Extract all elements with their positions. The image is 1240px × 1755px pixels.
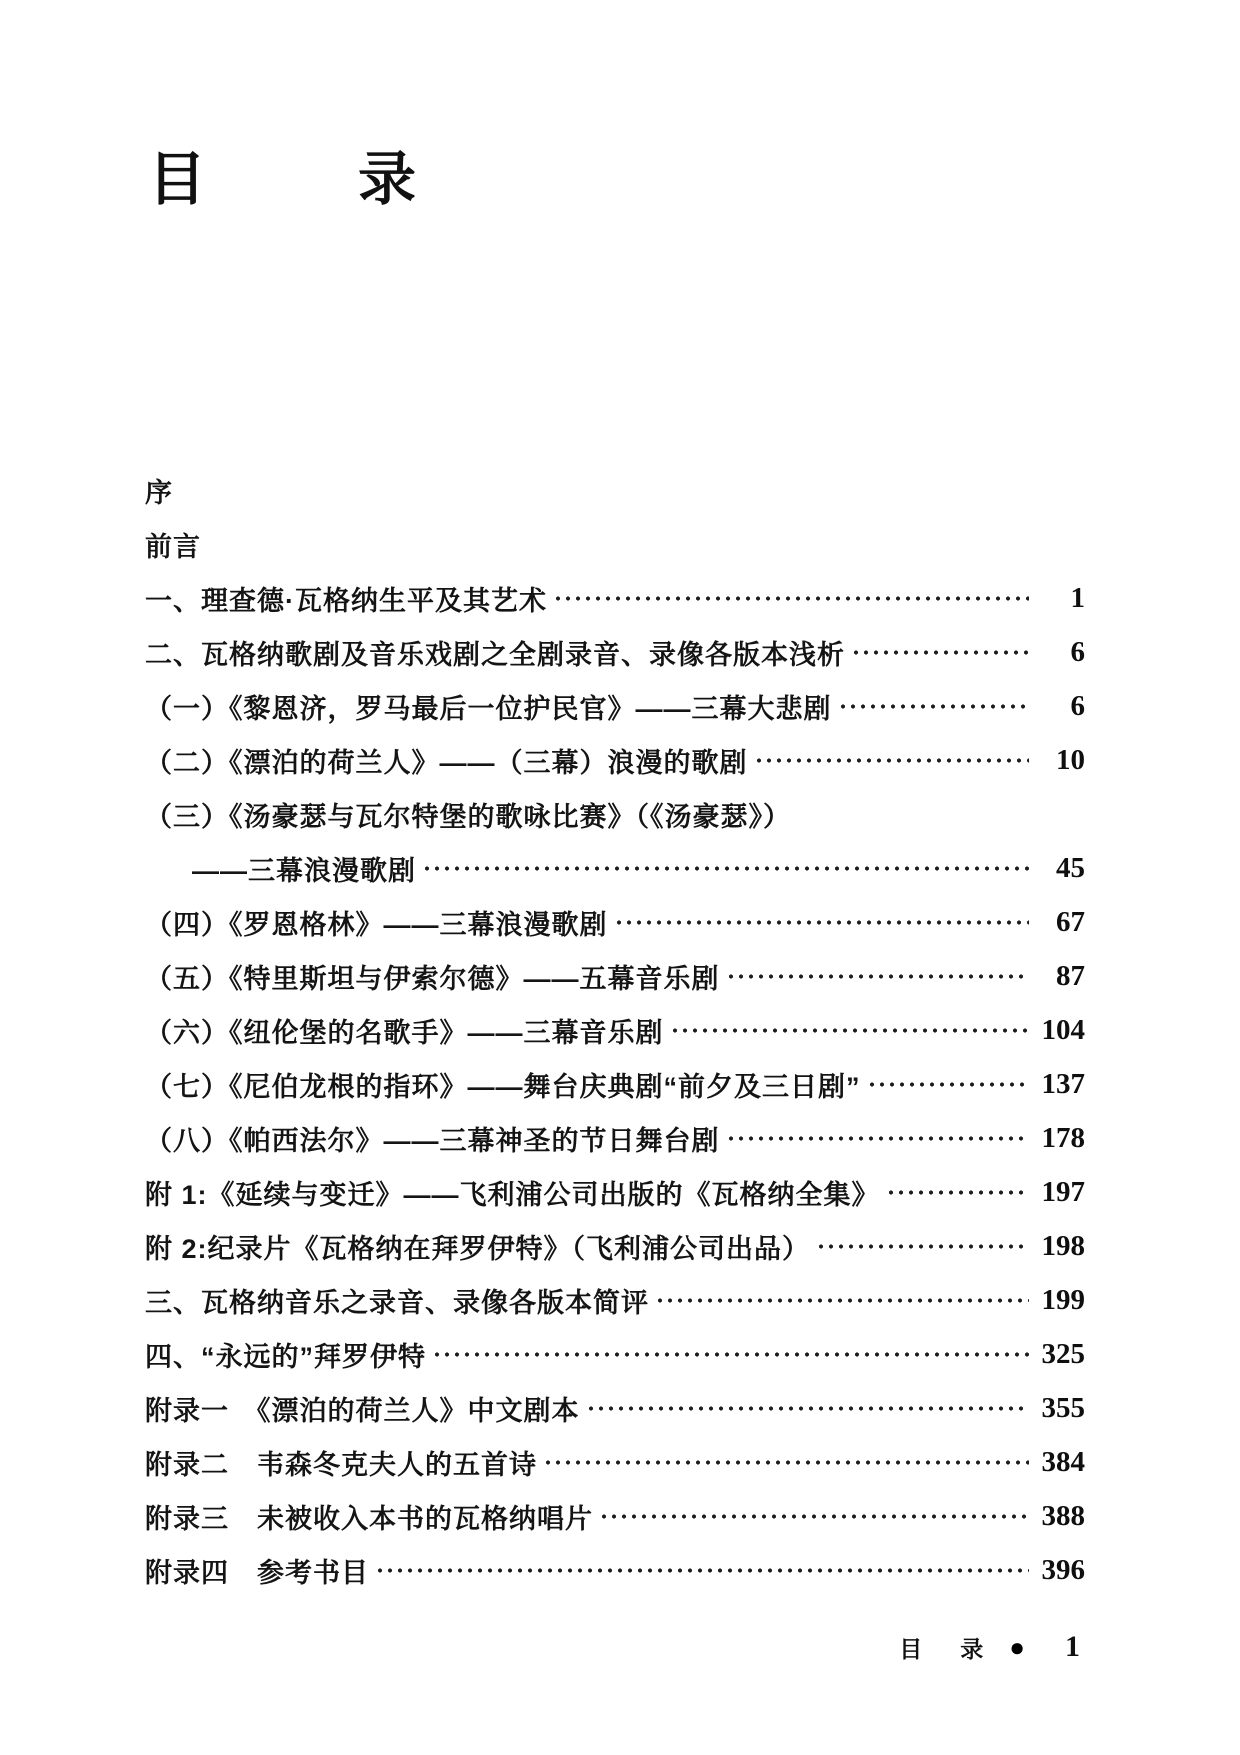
toc-entry-page: 325 — [1041, 1337, 1085, 1370]
toc-entry-text: 前言 — [145, 531, 201, 562]
dotted-leader — [179, 477, 1081, 504]
toc-entry-page: 104 — [1041, 1013, 1085, 1046]
toc-entry — [145, 1435, 1085, 1489]
toc-entry — [145, 895, 1085, 949]
toc-entry — [145, 1543, 1085, 1597]
toc-entry — [145, 841, 1085, 895]
toc-entry-page: 197 — [1041, 1175, 1085, 1208]
toc-entry-page: 87 — [1056, 959, 1085, 992]
dotted-leader — [586, 1395, 1030, 1422]
dotted-leader — [726, 1125, 1030, 1152]
toc-entry-page: 6 — [1070, 635, 1085, 668]
toc-entry — [145, 1327, 1085, 1381]
toc-entry-text: 附录一 《漂泊的荷兰人》中文剧本 — [145, 1395, 580, 1426]
toc-entry-page: 199 — [1041, 1283, 1085, 1316]
toc-entry — [145, 517, 1085, 571]
dotted-leader — [553, 585, 1029, 612]
toc-list — [145, 463, 1085, 1597]
dotted-leader — [816, 1233, 1029, 1260]
footer-label-char-left: 目 — [899, 1635, 923, 1662]
dotted-leader — [886, 1179, 1029, 1206]
footer-page-number: 1 — [1065, 1630, 1080, 1663]
page-footer — [899, 1630, 1080, 1664]
toc-entry-page: 396 — [1041, 1553, 1085, 1586]
page-title — [148, 146, 417, 212]
page-title-char-left: 目 — [148, 146, 207, 212]
toc-entry-page: 355 — [1041, 1391, 1085, 1424]
toc-entry-text: （一）《黎恩济，罗马最后一位护民官》——三幕大悲剧 — [145, 693, 832, 724]
toc-entry-text: 附录四 参考书目 — [145, 1557, 369, 1588]
toc-entry — [145, 787, 1085, 841]
toc-entry-page: 178 — [1041, 1121, 1085, 1154]
toc-entry — [145, 1165, 1085, 1219]
dotted-leader — [207, 531, 1081, 558]
toc-entry-text: 序 — [145, 477, 173, 508]
toc-entry-text: （七）《尼伯龙根的指环》——舞台庆典剧“前夕及三日剧” — [145, 1071, 861, 1102]
toc-entry — [145, 949, 1085, 1003]
toc-entry-page: 198 — [1041, 1229, 1085, 1262]
toc-entry-text: （二）《漂泊的荷兰人》——（三幕）浪漫的歌剧 — [145, 747, 748, 778]
toc-entry-text: （五）《特里斯坦与伊索尔德》——五幕音乐剧 — [145, 963, 720, 994]
toc-entry — [145, 463, 1085, 517]
dotted-leader — [754, 747, 1030, 774]
toc-entry-text: ——三幕浪漫歌剧 — [192, 855, 416, 886]
page-title-char-right: 录 — [358, 146, 417, 212]
dotted-leader — [614, 909, 1030, 936]
dotted-leader — [375, 1557, 1029, 1584]
toc-entry-text: 附 1:《延续与变迁》——飞利浦公司出版的《瓦格纳全集》 — [145, 1179, 880, 1210]
toc-entry-page: 1 — [1070, 581, 1085, 614]
toc-entry-text: 四、“永远的”拜罗伊特 — [145, 1341, 426, 1372]
toc-entry — [145, 1219, 1085, 1273]
toc-entry-text: 附录二 韦森冬克夫人的五首诗 — [145, 1449, 537, 1480]
toc-entry — [145, 1381, 1085, 1435]
toc-entry-text: 二、瓦格纳歌剧及音乐戏剧之全剧录音、录像各版本浅析 — [145, 639, 845, 670]
toc-entry-text: 三、瓦格纳音乐之录音、录像各版本简评 — [145, 1287, 649, 1318]
footer-label-char-right: 录 — [960, 1635, 984, 1662]
toc-entry — [145, 571, 1085, 625]
dotted-leader — [867, 1071, 1030, 1098]
toc-entry-text: （六）《纽伦堡的名歌手》——三幕音乐剧 — [145, 1017, 664, 1048]
toc-entry-text: （三）《汤豪瑟与瓦尔特堡的歌咏比赛》（《汤豪瑟》） — [145, 801, 791, 832]
toc-entry-page: 45 — [1056, 851, 1085, 884]
toc-entry-text: 附 2:纪录片《瓦格纳在拜罗伊特》（飞利浦公司出品） — [145, 1233, 811, 1264]
toc-entry — [145, 1057, 1085, 1111]
dotted-leader — [838, 693, 1030, 720]
dotted-leader — [422, 855, 1029, 882]
toc-entry — [145, 1003, 1085, 1057]
toc-entry-text: （八）《帕西法尔》——三幕神圣的节日舞台剧 — [145, 1125, 720, 1156]
toc-entry — [145, 1489, 1085, 1543]
toc-entry-page: 137 — [1041, 1067, 1085, 1100]
toc-entry — [145, 625, 1085, 679]
toc-entry-text: （四）《罗恩格林》——三幕浪漫歌剧 — [145, 909, 608, 940]
toc-entry-page: 67 — [1056, 905, 1085, 938]
dotted-leader — [543, 1449, 1029, 1476]
toc-entry-page: 6 — [1070, 689, 1085, 722]
dotted-leader — [655, 1287, 1029, 1314]
toc-entry-page: 388 — [1041, 1499, 1085, 1532]
toc-entry-text: 附录三 未被收入本书的瓦格纳唱片 — [145, 1503, 593, 1534]
toc-entry-page: 384 — [1041, 1445, 1085, 1478]
toc-entry — [145, 733, 1085, 787]
toc-entry-page: 10 — [1056, 743, 1085, 776]
dotted-leader — [797, 801, 1081, 828]
toc-entry — [145, 1111, 1085, 1165]
dotted-leader — [670, 1017, 1030, 1044]
toc-entry — [145, 679, 1085, 733]
toc-entry-text: 一、理查德·瓦格纳生平及其艺术 — [145, 585, 547, 616]
toc-entry — [145, 1273, 1085, 1327]
dotted-leader — [432, 1341, 1029, 1368]
dotted-leader — [726, 963, 1030, 990]
dotted-leader — [851, 639, 1029, 666]
footer-bullet-icon: ● — [1009, 1632, 1025, 1662]
dotted-leader — [599, 1503, 1029, 1530]
